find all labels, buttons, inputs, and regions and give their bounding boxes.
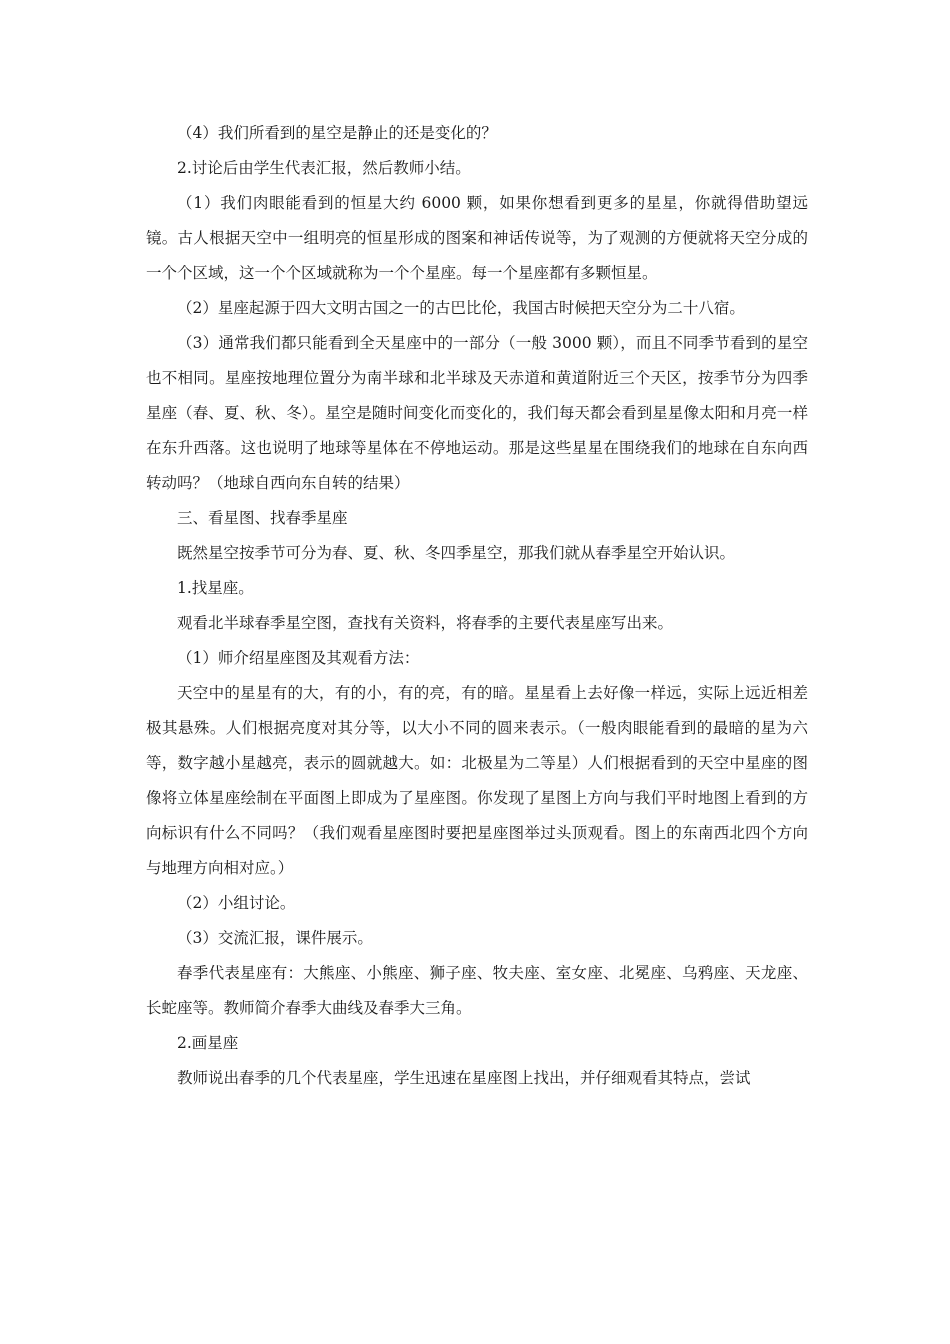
paragraph: （1）我们肉眼能看到的恒星大约 6000 颗，如果你想看到更多的星星，你就得借助望远镜。古人根据天空中一组明亮的恒星形成的图案和神话传说等，为了观测的方便就将天空分成的一个个区域，这一个个区域就称为一个个星座。每一个星座都有多颗恒星。	[146, 194, 808, 282]
paragraph: （2）星座起源于四大文明古国之一的古巴比伦，我国古时候把天空分为二十八宿。	[177, 299, 745, 317]
document-body	[146, 116, 808, 1096]
subheading: 1.找星座。	[177, 579, 254, 597]
section-heading: 三、看星图、找春季星座	[177, 509, 348, 527]
paragraph: 既然星空按季节可分为春、夏、秋、冬四季星空，那我们就从春季星空开始认识。	[177, 544, 736, 562]
subheading: 2.画星座	[177, 1034, 239, 1052]
paragraph: （3）通常我们都只能看到全天星座中的一部分（一般 3000 颗），而且不同季节看到的星空也不相同。星座按地理位置分为南半球和北半球及天赤道和黄道附近三个天区，按季节分为四季星座（春、夏、秋、冬）。星空是随时间变化而变化的，我们每天都会看到星星像太阳和月亮一样在东升西落。这也说明了地球等星体在不停地运动。那是这些星星在围绕我们的地球在自东向西转动吗？（地球自西向东自转的结果）	[146, 334, 808, 492]
paragraph: （2）小组讨论。	[177, 894, 296, 912]
paragraph: （4）我们所看到的星空是静止的还是变化的？	[177, 124, 497, 142]
paragraph: 春季代表星座有：大熊座、小熊座、狮子座、牧夫座、室女座、北冕座、乌鸦座、天龙座、长蛇座等。教师简介春季大曲线及春季大三角。	[146, 964, 808, 1017]
paragraph: （3）交流汇报，课件展示。	[177, 929, 373, 947]
paragraph: 观看北半球春季星空图，查找有关资料，将春季的主要代表星座写出来。	[177, 614, 674, 632]
paragraph: 教师说出春季的几个代表星座，学生迅速在星座图上找出，并仔细观看其特点，尝试	[177, 1069, 751, 1087]
paragraph: （1）师介绍星座图及其观看方法：	[177, 649, 420, 667]
paragraph: 2.讨论后由学生代表汇报，然后教师小结。	[177, 159, 471, 177]
paragraph: 天空中的星星有的大，有的小，有的亮，有的暗。星星看上去好像一样远，实际上远近相差极其悬殊。人们根据亮度对其分等，以大小不同的圆来表示。（一般肉眼能看到的最暗的星为六等，数字越小星越亮，表示的圆就越大。如：北极星为二等星）人们根据看到的天空中星座的图像将立体星座绘制在平面图上即成为了星座图。你发现了星图上方向与我们平时地图上看到的方向标识有什么不同吗？（我们观看星座图时要把星座图举过头顶观看。图上的东南西北四个方向与地理方向相对应。）	[146, 684, 808, 877]
